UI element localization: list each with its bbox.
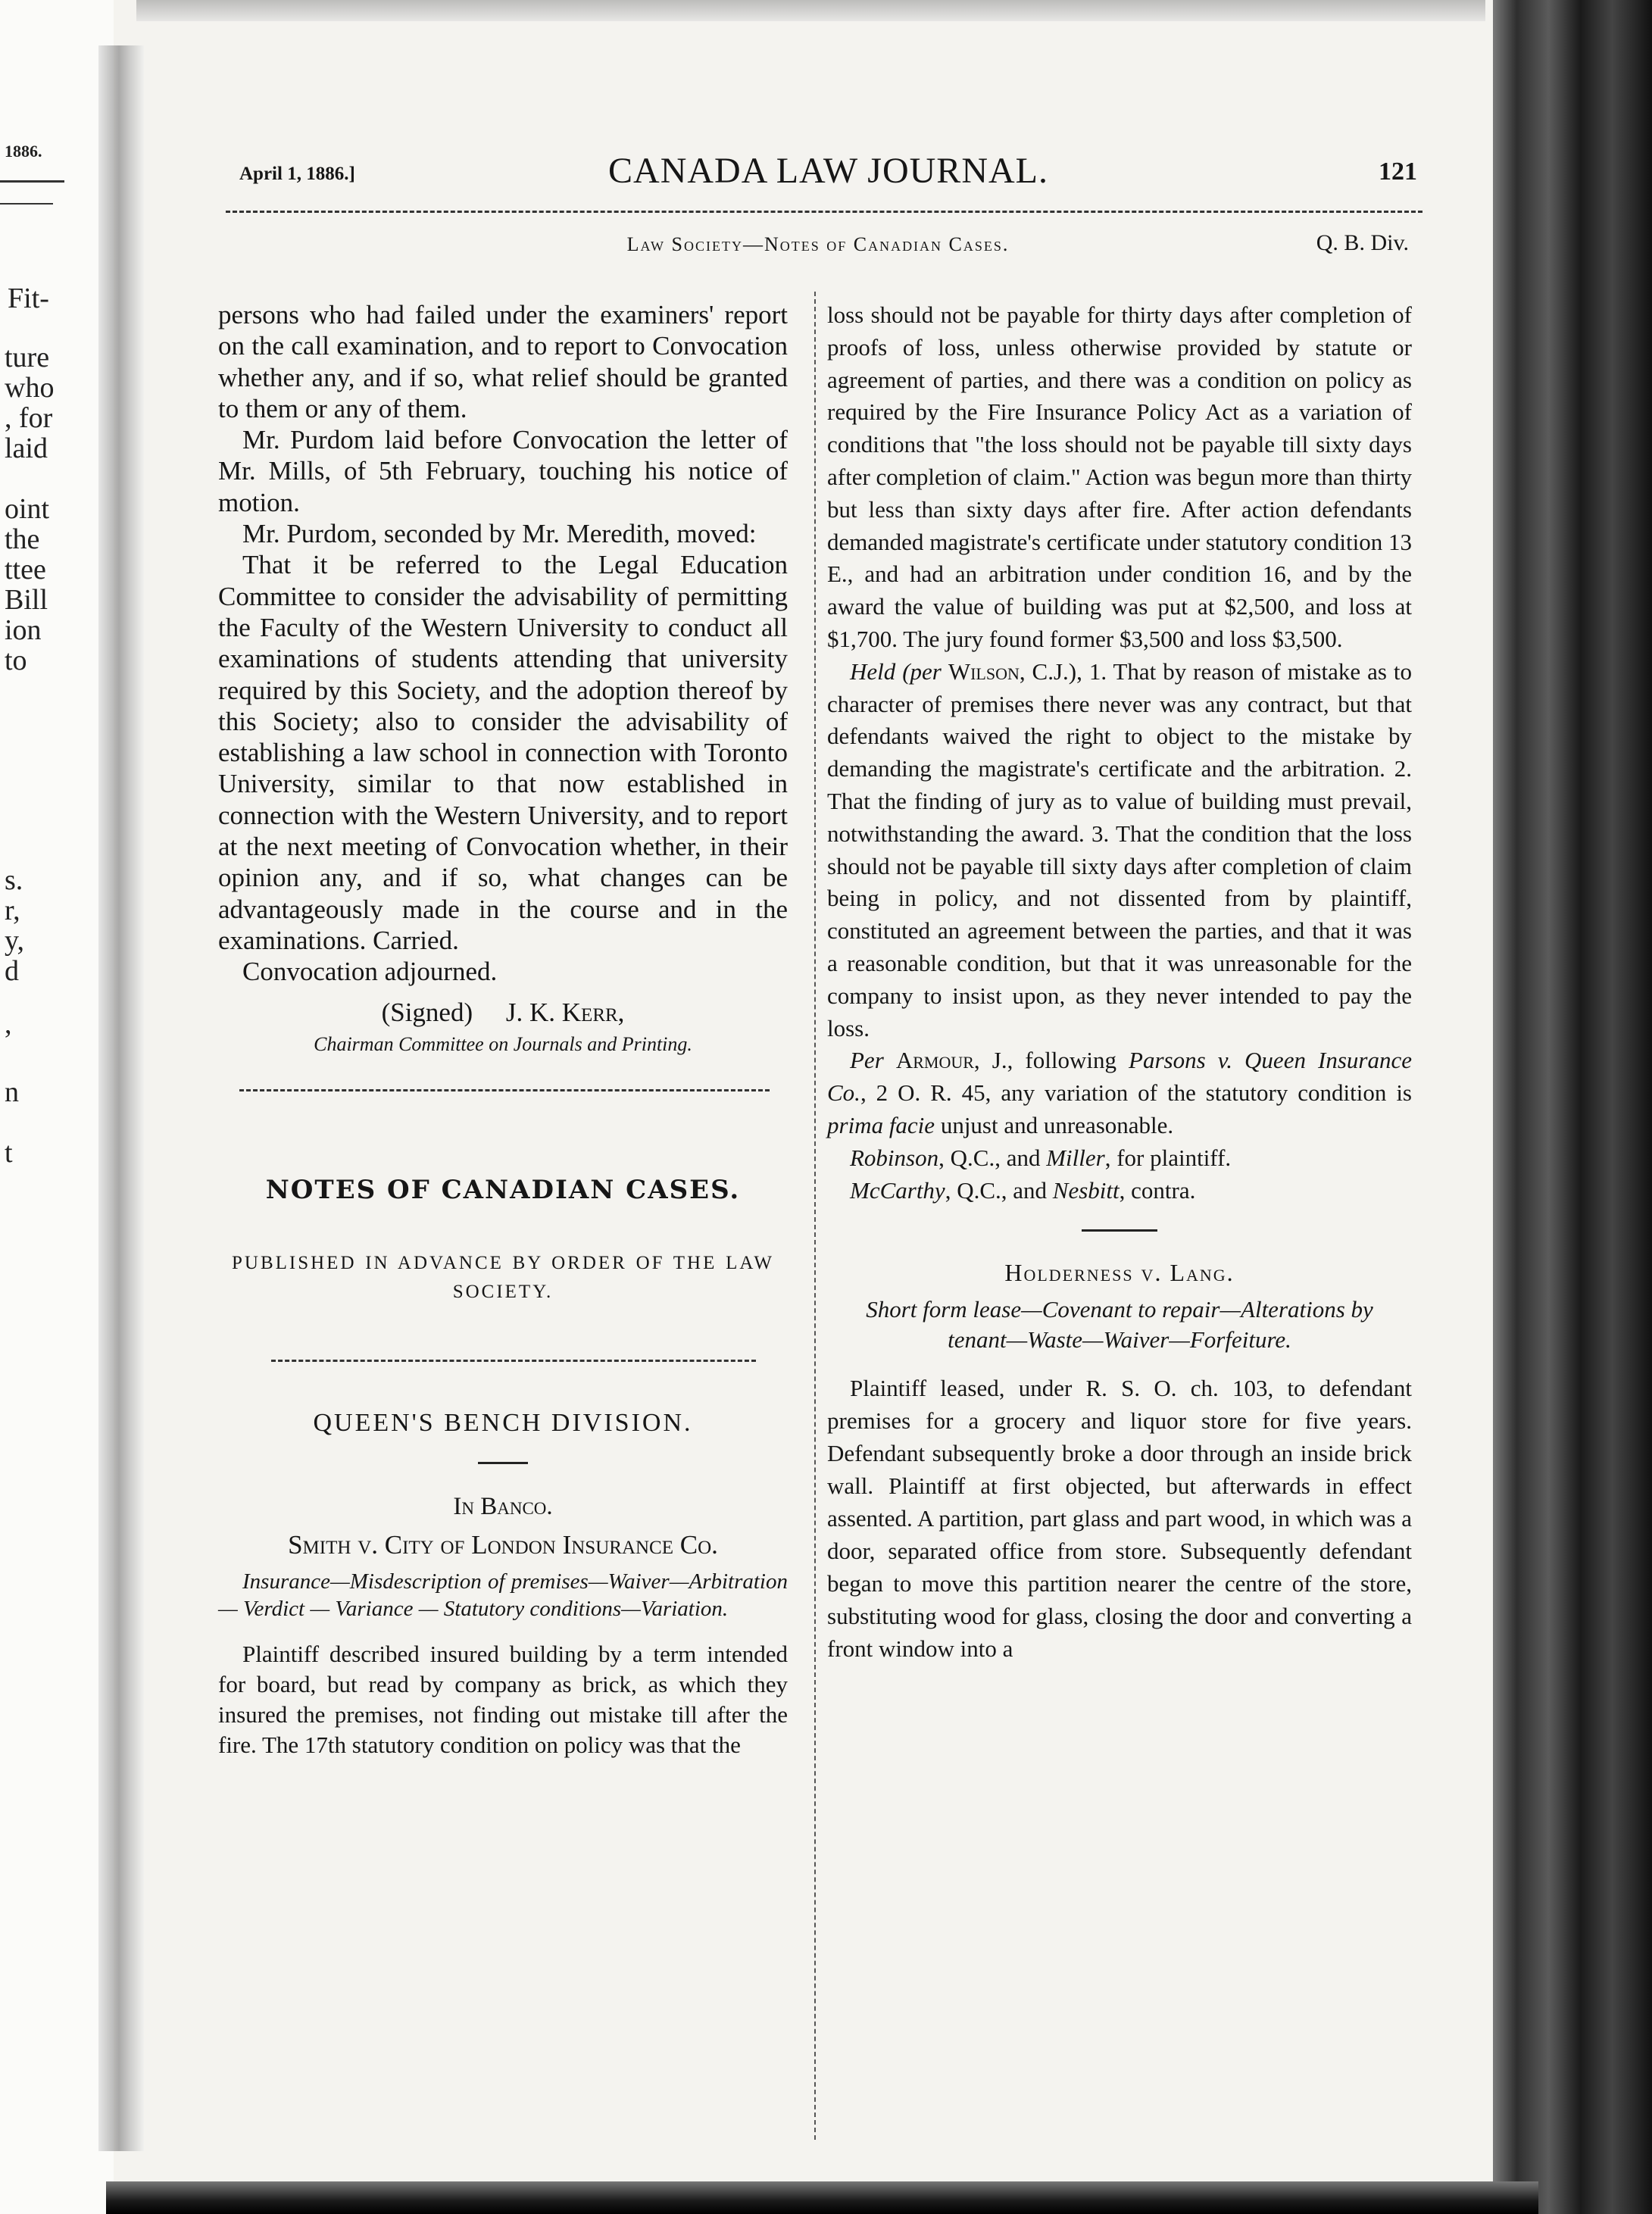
counsel-sep: , Q.C., and (945, 1176, 1053, 1204)
cited-case: Parsons v. Queen Insurance Co. (827, 1047, 1412, 1107)
margin-fragment: Bill (5, 584, 48, 616)
margin-fragment: , (5, 1008, 12, 1040)
in-banco-heading: In Banco. (453, 1492, 553, 1520)
counsel-role: , contra. (1119, 1176, 1196, 1204)
citation-text: , 2 O. R. 45, any variation of the statutory condition is (860, 1079, 1412, 1107)
margin-fragment: 1886. (5, 142, 42, 161)
margin-fragment: oint (5, 493, 50, 525)
held-per: (per (902, 657, 942, 685)
case-body: Plaintiff leased, under R. S. O. ch. 103, to defendant premises for a grocery and liquor store for five years. Defendant subsequently broke a door through an inside brick wall. Plaintiff at first objected, but afterwards in effect assented. A partition, part glass and part wood, in which was a door, separated office from store. Subsequently defendant began to move this partition nearer the centre of the store, substituting wood for glass, closing the door and converting a front window into a (827, 1375, 1412, 1663)
signed-label: (Signed) (381, 997, 473, 1027)
issue-date: April 1, 1886.] (239, 164, 355, 184)
column-divider (814, 292, 816, 2140)
paragraph: Mr. Purdom laid before Convocation the letter of Mr. Mills, of 5th February, touching his notice of motion. (218, 425, 788, 517)
margin-rule (0, 180, 64, 183)
paragraph: Mr. Purdom, seconded by Mr. Meredith, moved: (242, 519, 757, 549)
section-title: Law Society—Notes of Canadian Cases. (626, 233, 1010, 255)
margin-fragment: n (5, 1076, 19, 1108)
journal-title: CANADA LAW JOURNAL. (608, 151, 1048, 191)
division-abbrev: Q. B. Div. (1316, 230, 1409, 255)
concurring-end: unjust and unreasonable. (935, 1111, 1174, 1138)
margin-fragment: r, (5, 895, 20, 926)
latin-phrase: prima facie (827, 1111, 935, 1138)
margin-fragment: laid (5, 432, 48, 464)
margin-fragment: , for (5, 402, 53, 434)
section-rule (239, 1089, 770, 1091)
case-title: Smith v. City of London Insurance Co. (288, 1529, 718, 1560)
short-rule (1082, 1229, 1157, 1232)
notes-heading: NOTES OF CANADIAN CASES. (265, 1174, 741, 1205)
following-text: , following (1007, 1047, 1129, 1074)
section-head (227, 230, 1409, 267)
left-column (218, 299, 788, 1760)
header-rule (226, 211, 1422, 213)
counsel-name: Nesbitt (1052, 1176, 1120, 1204)
paragraph: Convocation adjourned. (242, 957, 498, 987)
published-notice: PUBLISHED IN ADVANCE BY ORDER OF THE LAW SOCIETY. (232, 1252, 774, 1302)
top-scan-edge (136, 0, 1485, 21)
right-scan-edge (1493, 0, 1652, 2214)
division-title: QUEEN'S BENCH DIVISION. (313, 1408, 693, 1437)
signature-line (218, 994, 788, 1032)
margin-fragment: d (5, 955, 19, 987)
per-label: Per (850, 1047, 884, 1074)
short-rule (478, 1462, 528, 1464)
margin-rule (0, 203, 53, 205)
margin-fragment: Fit- (8, 283, 49, 314)
margin-fragment: ion (5, 614, 42, 646)
margin-fragment: the (5, 523, 40, 555)
margin-fragment: t (5, 1137, 13, 1169)
counsel-role: , for plaintiff. (1104, 1144, 1232, 1171)
margin-fragment: ture (5, 342, 50, 373)
signer-role: Chairman Committee on Journals and Printing. (314, 1032, 692, 1055)
counsel-name: Robinson (850, 1144, 939, 1171)
right-column (827, 299, 1412, 1665)
holding-paragraph (827, 656, 1412, 1045)
case-title: Holderness v. Lang. (1004, 1259, 1235, 1287)
margin-fragment: ttee (5, 554, 46, 586)
page-number: 121 (1379, 158, 1417, 186)
counsel-name: McCarthy (850, 1176, 945, 1204)
case-body: Plaintiff described insured building by a term intended for board, but read by company as brick, as which they insured the premises, not finding out mistake till after the fire. The 17th statutory condition on policy was that the (218, 1640, 788, 1758)
case-catchwords: Insurance—Misdescription of premises—Waiver—Arbitration — Verdict — Variance — Statutory conditions—Variation. (218, 1569, 788, 1621)
signer-name: J. K. Kerr, (505, 997, 625, 1027)
margin-fragment: who (5, 372, 55, 404)
paragraph: loss should not be payable for thirty days after completion of proofs of loss, unless otherwise provided by statute or agreement of parties, and there was a condition on policy as required by the Fire Insurance Policy Act as a variation of conditions that "the loss should not be payable till sixty days after completion of claim." Action was begun more than thirty but less than sixty days after fire. After action defendants demanded magistrate's certificate under statutory condition 13 E., and had an arbitration under condition 16, and by the award the value of building was put at $2,500, and loss at $1,700. The jury found former $3,500 and loss $3,500. (827, 301, 1412, 652)
counsel-line (827, 1142, 1412, 1175)
counsel-name: Miller (1046, 1144, 1105, 1171)
concurring-paragraph (827, 1045, 1412, 1141)
judge-name: Armour, J. (895, 1047, 1007, 1074)
counsel-sep: , Q.C., and (938, 1144, 1047, 1171)
margin-fragment: s. (5, 864, 23, 896)
counsel-line (827, 1175, 1412, 1207)
case-catchwords: Short form lease—Covenant to repair—Alterations by tenant—Waste—Waiver—Forfeiture. (866, 1296, 1373, 1354)
judge-name: Wilson, C.J. (948, 657, 1069, 685)
margin-fragment: y, (5, 925, 25, 957)
section-rule (271, 1360, 756, 1362)
bottom-scan-edge (106, 2181, 1538, 2214)
held-label: Held (850, 657, 896, 685)
holding-text: ), 1. That by reason of mistake as to character of premises there never was any contract, but that defendants waived the right to object to the mistake by demanding the magistrate's certificate and the arbitration. 2. That the finding of jury as to value of building must prevail, notwithstanding the award. 3. That the condition that the loss should not be payable till sixty days after completion of claim being in policy, and not dissented from by plaintiff, constituted an agreement between the parties, and that it was a reasonable condition, but that it was unreasonable for the company to insist upon, as they never intended to pay the loss. (827, 657, 1412, 1041)
margin-fragment: to (5, 645, 27, 676)
running-head (239, 150, 1417, 195)
paragraph: persons who had failed under the examiners' report on the call examination, and to report to Convocation whether any, and if so, what relief should be granted to them or any of them. (218, 300, 788, 423)
motion-text: That it be referred to the Legal Education Committee to consider the advisability of permitting the Faculty of the Western University to conduct all examinations of students attending that university required by this Society, and the adoption thereof by this Society; also to consider the advisability of establishing a law school in connection with Toronto University, similar to that now established in connection with the Western University, and to report at the next meeting of Convocation whether, in their opinion any, and if so, what changes can be advantageously made in the course and in the examinations. Carried. (218, 550, 788, 955)
page-gutter-shadow (98, 45, 144, 2151)
